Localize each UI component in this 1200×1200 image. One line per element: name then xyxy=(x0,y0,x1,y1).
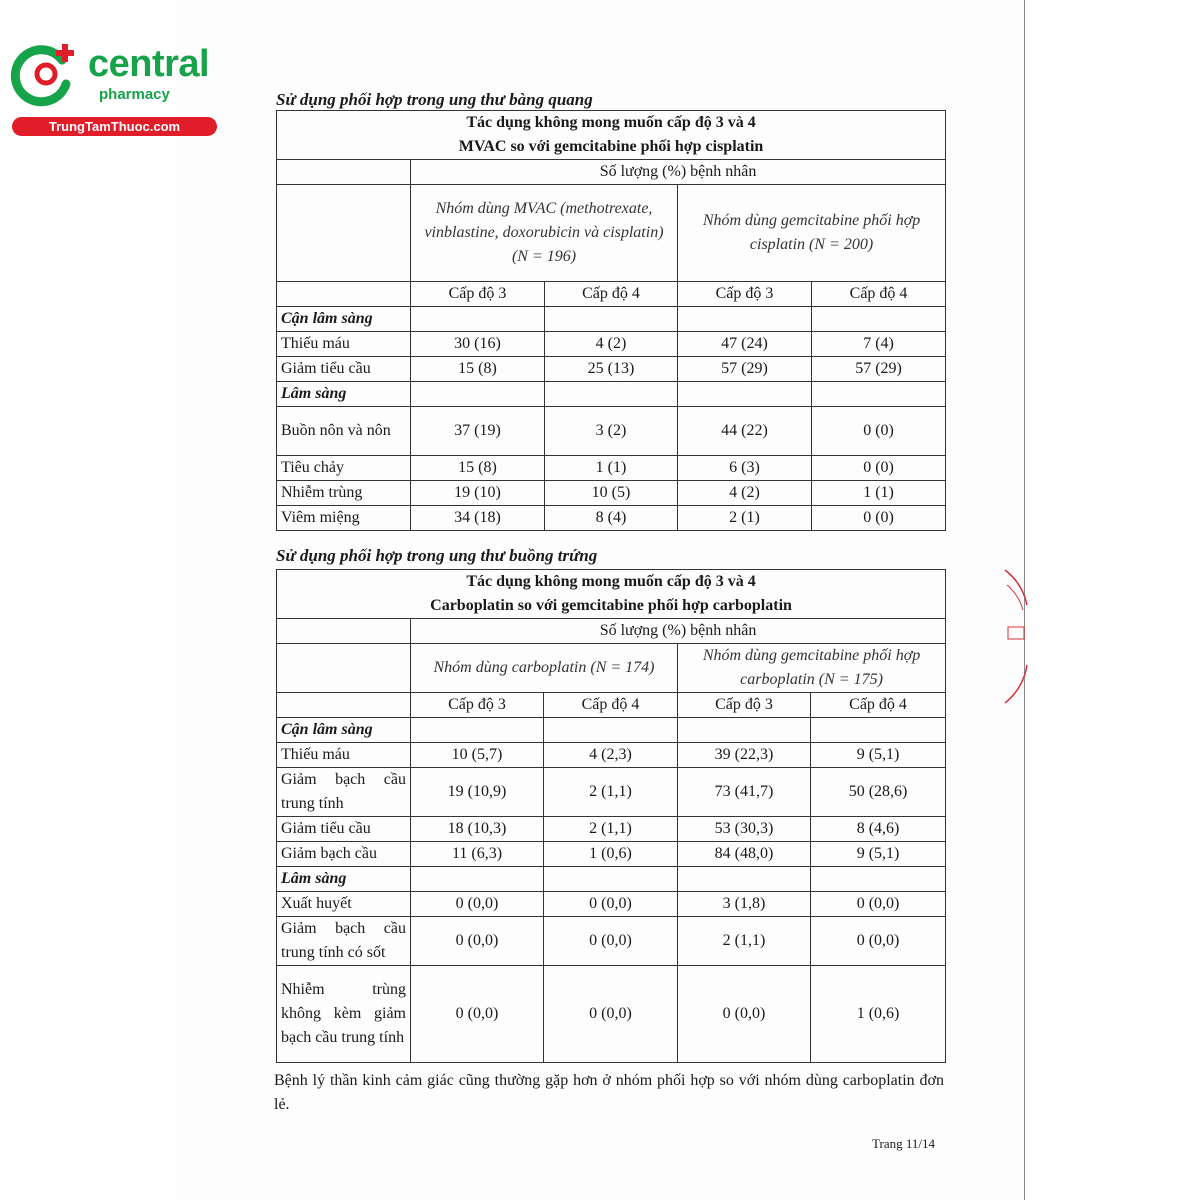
table-title xyxy=(277,570,946,619)
table-title-line1: Tác dụng không mong muốn cấp độ 3 và 4 xyxy=(466,114,756,131)
cell-value: 4 (2) xyxy=(678,481,812,506)
logo-brand-text: central xyxy=(88,43,210,85)
red-stamp-fragment xyxy=(1003,565,1029,705)
cell-value: 84 (48,0) xyxy=(678,842,811,867)
cell-value: 2 (1,1) xyxy=(544,768,678,817)
grade-header: Cấp độ 4 xyxy=(544,693,678,718)
table-row xyxy=(277,892,946,917)
table-row xyxy=(277,456,946,481)
cell-value: 57 (29) xyxy=(812,357,946,382)
category-row xyxy=(277,307,946,332)
cell-value: 53 (30,3) xyxy=(678,817,811,842)
grade-header: Cấp độ 3 xyxy=(411,693,544,718)
row-label: Thiếu máu xyxy=(277,743,411,768)
table-title-line2: Carboplatin so với gemcitabine phối hợp carboplatin xyxy=(430,597,792,614)
count-header-row xyxy=(277,619,946,644)
table-title-row xyxy=(277,570,946,619)
cell-value: 0 (0) xyxy=(812,506,946,531)
category-label: Cận lâm sàng xyxy=(277,307,411,332)
table-row xyxy=(277,332,946,357)
cell-value: 50 (28,6) xyxy=(811,768,946,817)
grade-header: Cấp độ 3 xyxy=(678,693,811,718)
cell-value: 2 (1) xyxy=(678,506,812,531)
table-title xyxy=(277,111,946,160)
group-header-row xyxy=(277,185,946,282)
cell-value: 1 (0,6) xyxy=(544,842,678,867)
cell-value: 0 (0) xyxy=(812,456,946,481)
central-pharmacy-logo[interactable] xyxy=(10,38,215,138)
table-row xyxy=(277,743,946,768)
table-row xyxy=(277,506,946,531)
cell-value: 34 (18) xyxy=(411,506,545,531)
row-label: Nhiễm trùng xyxy=(277,481,411,506)
page-number: Trang 11/14 xyxy=(872,1136,935,1151)
cell-value: 0 (0) xyxy=(812,407,946,456)
cell-value: 57 (29) xyxy=(678,357,812,382)
grade-header-row xyxy=(277,693,946,718)
row-label: Giảm bạch cầu trung tính xyxy=(277,768,411,817)
cell-value: 3 (1,8) xyxy=(678,892,811,917)
category-label: Cận lâm sàng xyxy=(277,718,411,743)
row-label: Giảm bạch cầu xyxy=(277,842,411,867)
cell-value: 0 (0,0) xyxy=(411,892,544,917)
group-header-2: Nhóm dùng gemcitabine phối hợp cisplatin (N = 200) xyxy=(678,185,946,282)
group-header-2: Nhóm dùng gemcitabine phối hợp carboplatin (N = 175) xyxy=(678,644,946,693)
category-label: Lâm sàng xyxy=(277,867,411,892)
count-header-row xyxy=(277,160,946,185)
table-title-line2: MVAC so với gemcitabine phối hợp cisplatin xyxy=(458,138,764,155)
row-label: Buồn nôn và nôn xyxy=(277,407,411,456)
cell-value: 0 (0,0) xyxy=(544,966,678,1063)
cell-value: 9 (5,1) xyxy=(811,743,946,768)
cell-value: 6 (3) xyxy=(678,456,812,481)
group-header-row xyxy=(277,644,946,693)
category-label: Lâm sàng xyxy=(277,382,411,407)
row-label: Thiếu máu xyxy=(277,332,411,357)
grade-header: Cấp độ 3 xyxy=(411,282,545,307)
cell-value: 7 (4) xyxy=(812,332,946,357)
group-header-1: Nhóm dùng carboplatin (N = 174) xyxy=(411,644,678,693)
cell-value: 0 (0,0) xyxy=(811,892,946,917)
table-row xyxy=(277,966,946,1063)
cell-value: 8 (4,6) xyxy=(811,817,946,842)
cell-value: 73 (41,7) xyxy=(678,768,811,817)
cell-value: 0 (0,0) xyxy=(411,917,544,966)
cell-value: 15 (8) xyxy=(411,357,545,382)
group-header-1: Nhóm dùng MVAC (methotrexate, vinblastine, doxorubicin và cisplatin) (N = 196) xyxy=(411,185,678,282)
cell-value: 0 (0,0) xyxy=(811,917,946,966)
grade-header: Cấp độ 3 xyxy=(678,282,812,307)
pharmacy-logo-icon xyxy=(10,38,82,110)
count-header: Số lượng (%) bệnh nhân xyxy=(411,619,946,644)
section-heading-ovarian: Sử dụng phối hợp trong ung thư buồng trứng xyxy=(276,546,598,565)
cell-value: 0 (0,0) xyxy=(411,966,544,1063)
logo-sub-text: pharmacy xyxy=(99,86,170,103)
grade-header: Cấp độ 4 xyxy=(812,282,946,307)
row-label: Giảm tiểu cầu xyxy=(277,357,411,382)
cell-value: 10 (5) xyxy=(545,481,678,506)
row-label: Viêm miệng xyxy=(277,506,411,531)
category-row xyxy=(277,867,946,892)
cell-value: 0 (0,0) xyxy=(544,917,678,966)
row-label: Nhiễm trùng không kèm giảm bạch cầu trung tính xyxy=(277,966,411,1063)
table-title-line1: Tác dụng không mong muốn cấp độ 3 và 4 xyxy=(466,573,756,590)
table-row xyxy=(277,817,946,842)
cell-value: 1 (0,6) xyxy=(811,966,946,1063)
count-header: Số lượng (%) bệnh nhân xyxy=(411,160,946,185)
logo-url-badge: TrungTamThuoc.com xyxy=(12,117,217,136)
grade-header-row xyxy=(277,282,946,307)
cell-value: 1 (1) xyxy=(545,456,678,481)
table-row xyxy=(277,357,946,382)
cell-value: 10 (5,7) xyxy=(411,743,544,768)
table-row xyxy=(277,481,946,506)
cell-value: 37 (19) xyxy=(411,407,545,456)
cell-value: 19 (10) xyxy=(411,481,545,506)
cell-value: 3 (2) xyxy=(545,407,678,456)
table-row xyxy=(277,407,946,456)
cell-value: 19 (10,9) xyxy=(411,768,544,817)
table-title-row xyxy=(277,111,946,160)
row-label: Giảm tiểu cầu xyxy=(277,817,411,842)
footnote-paragraph: Bệnh lý thần kinh cảm giác cũng thường gặp hơn ở nhóm phối hợp so với nhóm dùng carboplatin đơn lẻ. xyxy=(274,1072,944,1113)
cell-value: 4 (2) xyxy=(545,332,678,357)
category-row xyxy=(277,718,946,743)
cell-value: 4 (2,3) xyxy=(544,743,678,768)
cell-value: 0 (0,0) xyxy=(544,892,678,917)
table-row xyxy=(277,768,946,817)
row-label: Xuất huyết xyxy=(277,892,411,917)
cell-value: 8 (4) xyxy=(545,506,678,531)
cell-value: 0 (0,0) xyxy=(678,966,811,1063)
cell-value: 2 (1,1) xyxy=(678,917,811,966)
cell-value: 9 (5,1) xyxy=(811,842,946,867)
table-row xyxy=(277,842,946,867)
cell-value: 39 (22,3) xyxy=(678,743,811,768)
cell-value: 18 (10,3) xyxy=(411,817,544,842)
cell-value: 1 (1) xyxy=(812,481,946,506)
cell-value: 11 (6,3) xyxy=(411,842,544,867)
cell-value: 15 (8) xyxy=(411,456,545,481)
table-row xyxy=(277,917,946,966)
cell-value: 25 (13) xyxy=(545,357,678,382)
category-row xyxy=(277,382,946,407)
grade-header: Cấp độ 4 xyxy=(811,693,946,718)
cell-value: 2 (1,1) xyxy=(544,817,678,842)
cell-value: 47 (24) xyxy=(678,332,812,357)
cell-value: 30 (16) xyxy=(411,332,545,357)
row-label: Tiêu chảy xyxy=(277,456,411,481)
section-heading-bladder: Sử dụng phối hợp trong ung thư bàng quang xyxy=(276,90,593,109)
ovarian-adverse-events-table xyxy=(276,569,946,1063)
grade-header: Cấp độ 4 xyxy=(545,282,678,307)
cell-value: 44 (22) xyxy=(678,407,812,456)
bladder-adverse-events-table xyxy=(276,110,946,531)
row-label: Giảm bạch cầu trung tính có sốt xyxy=(277,917,411,966)
